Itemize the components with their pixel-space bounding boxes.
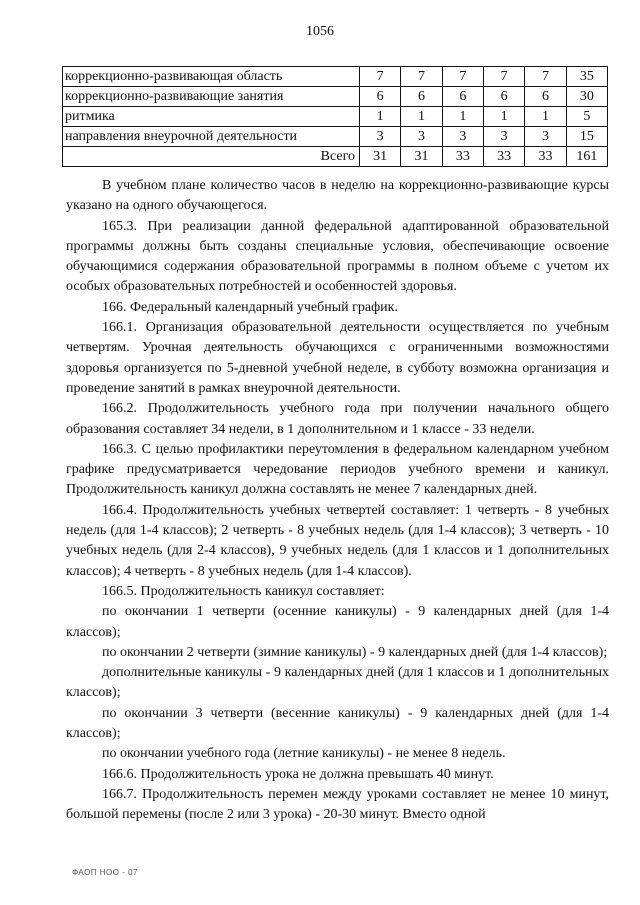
document-body <box>66 176 609 826</box>
table-cell-total: 30 <box>566 87 607 107</box>
paragraph: 165.3. При реализации данной федеральной адаптированной образовательной программы должны быть созданы специальные условия, обеспечивающие освоение обучающимися содержания образовательной программы в полном объеме с учетом их особых образовательных потребностей и особенностей здоровья. <box>66 218 609 295</box>
paragraph: 166.5. Продолжительность каникул составляет: <box>102 583 385 599</box>
table-cell: 3 <box>525 127 566 147</box>
table-cell: 6 <box>360 87 401 107</box>
row-label: коррекционно-развивающая область <box>63 67 360 87</box>
list-item: по окончании учебного года (летние каникулы) - не менее 8 недель. <box>102 746 506 762</box>
list-item: по окончании 1 четверти (осенние каникулы) - 9 календарных дней (для 1-4 классов); <box>66 604 609 640</box>
table-cell: 7 <box>525 67 566 87</box>
table-cell: 7 <box>401 67 442 87</box>
table-cell: 3 <box>401 127 442 147</box>
paragraph: 166.2. Продолжительность учебного года при получении начального общего образования составляет 34 недели, в 1 дополнительном и 1 классе - 33 недели. <box>66 401 609 437</box>
table-cell: 33 <box>525 147 566 167</box>
table-cell: 7 <box>442 67 483 87</box>
table-cell: 1 <box>442 107 483 127</box>
table-cell: 6 <box>525 87 566 107</box>
list-item: по окончании 3 четверти (весенние каникулы) - 9 календарных дней (для 1-4 классов); <box>66 705 609 742</box>
table-row <box>63 67 608 87</box>
hours-table <box>62 66 608 167</box>
table-cell-total: 15 <box>566 127 607 147</box>
table-cell: 3 <box>442 127 483 147</box>
table-row <box>63 107 608 127</box>
table-cell: 31 <box>360 147 401 167</box>
paragraph: 166.7. Продолжительность перемен между уроками составляет не менее 10 минут, большой перемены (после 2 или 3 урока) - 20-30 минут. Вместо одной <box>66 786 609 823</box>
table-cell: 6 <box>483 87 524 107</box>
table-cell: 31 <box>401 147 442 167</box>
table-cell: 6 <box>401 87 442 107</box>
table-cell: 1 <box>483 107 524 127</box>
table-row <box>63 127 608 147</box>
section-heading: 166. Федеральный календарный учебный график. <box>102 299 398 315</box>
footer-code: ФАОП НОО - 07 <box>72 868 138 877</box>
table-cell: 7 <box>483 67 524 87</box>
paragraph: 166.4. Продолжительность учебных четвертей составляет: 1 четверть - 8 учебных недель (для 1-4 классов); 2 четверть - 8 учебных недель (для 1-4 классов); 3 четверть - 10 учебных недель (для 2-4 классов), 9 учебных недель (для 1 классов и 1 дополнительных классов); 4 четверть - 8 учебных недель (для 1-4 классов). <box>66 502 609 579</box>
table-cell: 33 <box>442 147 483 167</box>
table-cell: 33 <box>483 147 524 167</box>
paragraph: 166.1. Организация образовательной деятельности осуществляется по учебным четвертям. Урочная деятельность обучающихся с ограниченными возможностями здоровья организуется по 5-дневной учебной неделе, в субботу возможна организация и проведение занятий в рамках внеурочной деятельности. <box>66 320 609 396</box>
page-number: 1056 <box>306 24 334 39</box>
total-label: Всего <box>63 147 360 167</box>
list-item: дополнительные каникулы - 9 календарных дней (для 1 классов и 1 дополнительных классов); <box>66 665 609 701</box>
table-cell: 1 <box>360 107 401 127</box>
row-label: коррекционно-развивающие занятия <box>63 87 360 107</box>
table-cell: 6 <box>442 87 483 107</box>
table-cell-total: 35 <box>566 67 607 87</box>
table-cell: 1 <box>525 107 566 127</box>
table-cell-total: 5 <box>566 107 607 127</box>
table-cell: 7 <box>360 67 401 87</box>
paragraph: 166.6. Продолжительность урока не должна превышать 40 минут. <box>102 766 494 782</box>
table-cell: 3 <box>360 127 401 147</box>
row-label: ритмика <box>63 107 360 127</box>
table-cell-total: 161 <box>566 147 607 167</box>
table-cell: 1 <box>401 107 442 127</box>
list-item: по окончании 2 четверти (зимние каникулы) - 9 календарных дней (для 1-4 классов); <box>102 644 608 660</box>
paragraph: В учебном плане количество часов в неделю на коррекционно-развивающие курсы указано на одного обучающегося. <box>66 178 609 214</box>
table-row <box>63 87 608 107</box>
table-total-row <box>63 147 608 167</box>
paragraph: 166.3. С целью профилактики переутомления в федеральном календарном учебном графике предусматривается чередование периодов учебного времени и каникул. Продолжительность каникул должна составлять не менее 7 календарных дней. <box>66 441 609 498</box>
table-cell: 3 <box>483 127 524 147</box>
row-label: направления внеурочной деятельности <box>63 127 360 147</box>
